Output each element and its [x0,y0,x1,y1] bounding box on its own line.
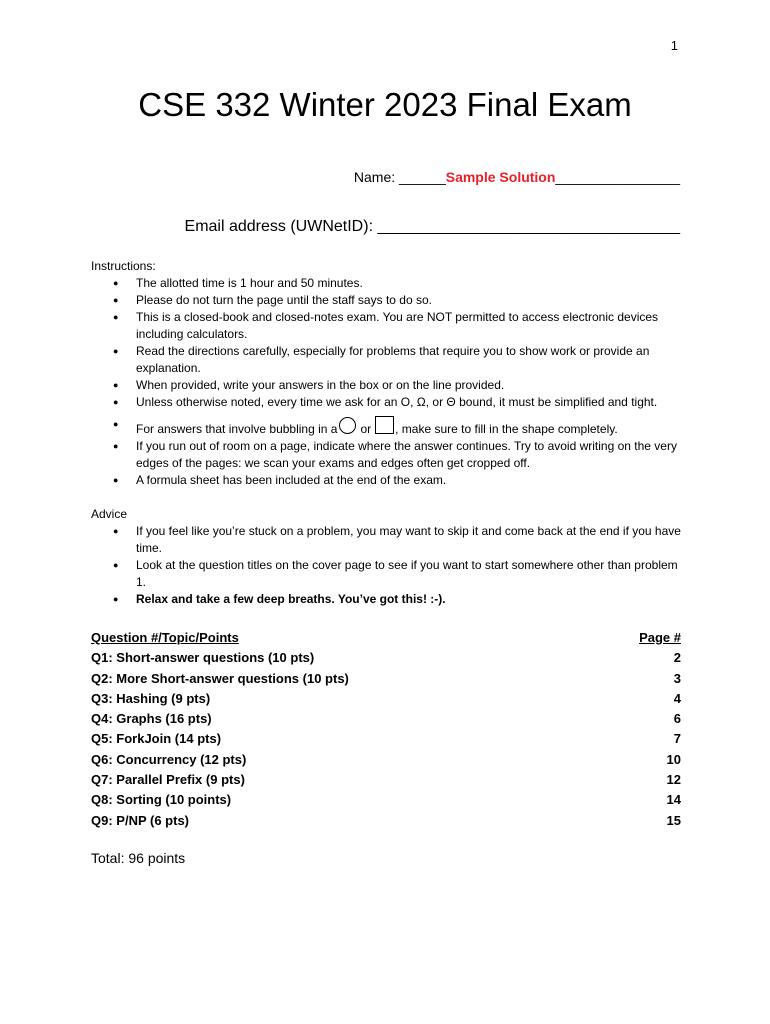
page-number: 1 [670,38,678,53]
header-question: Question #/Topic/Points [91,630,239,645]
instruction-item: ● When provided, write your answers in the box or on the line provided. [136,377,681,394]
table-row [91,729,681,749]
question-title: Q2: More Short-answer questions (10 pts) [91,670,349,686]
question-page: 12 [666,772,681,788]
instruction-item: ● Read the directions carefully, especially for problems that require you to show work or provide an explanation. [136,343,681,377]
instruction-item: ● A formula sheet has been included at the end of the exam. [136,472,681,489]
advice-emphasis: ● Relax and take a few deep breaths. You’ve got this! :-). [136,591,681,608]
email-field [185,218,680,236]
question-title: Q6: Concurrency (12 pts) [91,751,247,767]
question-table-header [91,628,681,648]
instruction-item: ● The allotted time is 1 hour and 50 minutes. [136,275,681,292]
advice-item: ● If you feel like you’re stuck on a problem, you may want to skip it and come back at the end if you have time. [136,523,681,557]
table-row [91,669,681,689]
question-page: 14 [666,792,681,808]
question-table [91,628,681,831]
bubble-text-after: , make sure to fill in the shape completely. [395,422,618,436]
question-page: 15 [666,812,681,828]
exam-title: CSE 332 Winter 2023 Final Exam [138,86,632,123]
question-page: 2 [673,650,681,666]
bubble-text-before: For answers that involve bubbling in a [136,422,338,436]
question-page: 6 [673,711,681,727]
question-page: 4 [673,690,681,706]
instruction-item: ● Unless otherwise noted, every time we ask for an O, Ω, or Θ bound, it must be simplified and tight. [136,394,681,411]
question-title: Q5: ForkJoin (14 pts) [91,731,222,747]
question-title: Q8: Sorting (10 points) [91,792,232,808]
table-row [91,811,681,831]
advice-heading: Advice [91,507,128,521]
bubble-text-middle: or [360,422,372,436]
table-row [91,750,681,770]
instructions-heading: Instructions: [91,259,156,273]
name-value: Sample Solution [445,169,556,185]
instruction-item-bubbling [136,416,681,438]
question-title: Q9: P/NP (6 pts) [91,812,190,828]
table-row [91,648,681,668]
instruction-item: ● If you run out of room on a page, indicate where the answer continues. Try to avoid writing on the very edges of the pages: we scan your exams and edges often get cropped off. [136,438,681,472]
square-box-icon [375,416,394,434]
name-trailing-line: ________________ [555,169,680,185]
name-label: Name: ______ [353,169,446,185]
question-page: 7 [673,731,681,747]
instructions-section [91,258,681,489]
email-label: Email address (UWNetID): __________________________________ [184,218,680,235]
question-title: Q4: Graphs (16 pts) [91,711,212,727]
advice-item: ● Look at the question titles on the cover page to see if you want to start somewhere other than problem 1. [136,557,681,591]
circle-bubble-icon [339,417,356,434]
name-field [354,169,680,185]
table-row [91,709,681,729]
instruction-item: ● This is a closed-book and closed-notes exam. You are NOT permitted to access electronic devices including calculators. [136,309,681,343]
header-page: Page # [639,630,681,645]
question-title: Q1: Short-answer questions (10 pts) [91,650,315,666]
table-row [91,790,681,810]
question-title: Q3: Hashing (9 pts) [91,690,211,706]
question-page: 10 [666,751,681,767]
question-title: Q7: Parallel Prefix (9 pts) [91,772,245,788]
instructions-list [91,275,681,489]
advice-list [91,523,681,608]
advice-section [91,506,681,608]
total-points: Total: 96 points [91,850,186,866]
table-row [91,689,681,709]
instruction-item: ● Please do not turn the page until the staff says to do so. [136,292,681,309]
table-row [91,770,681,790]
question-page: 3 [673,670,681,686]
